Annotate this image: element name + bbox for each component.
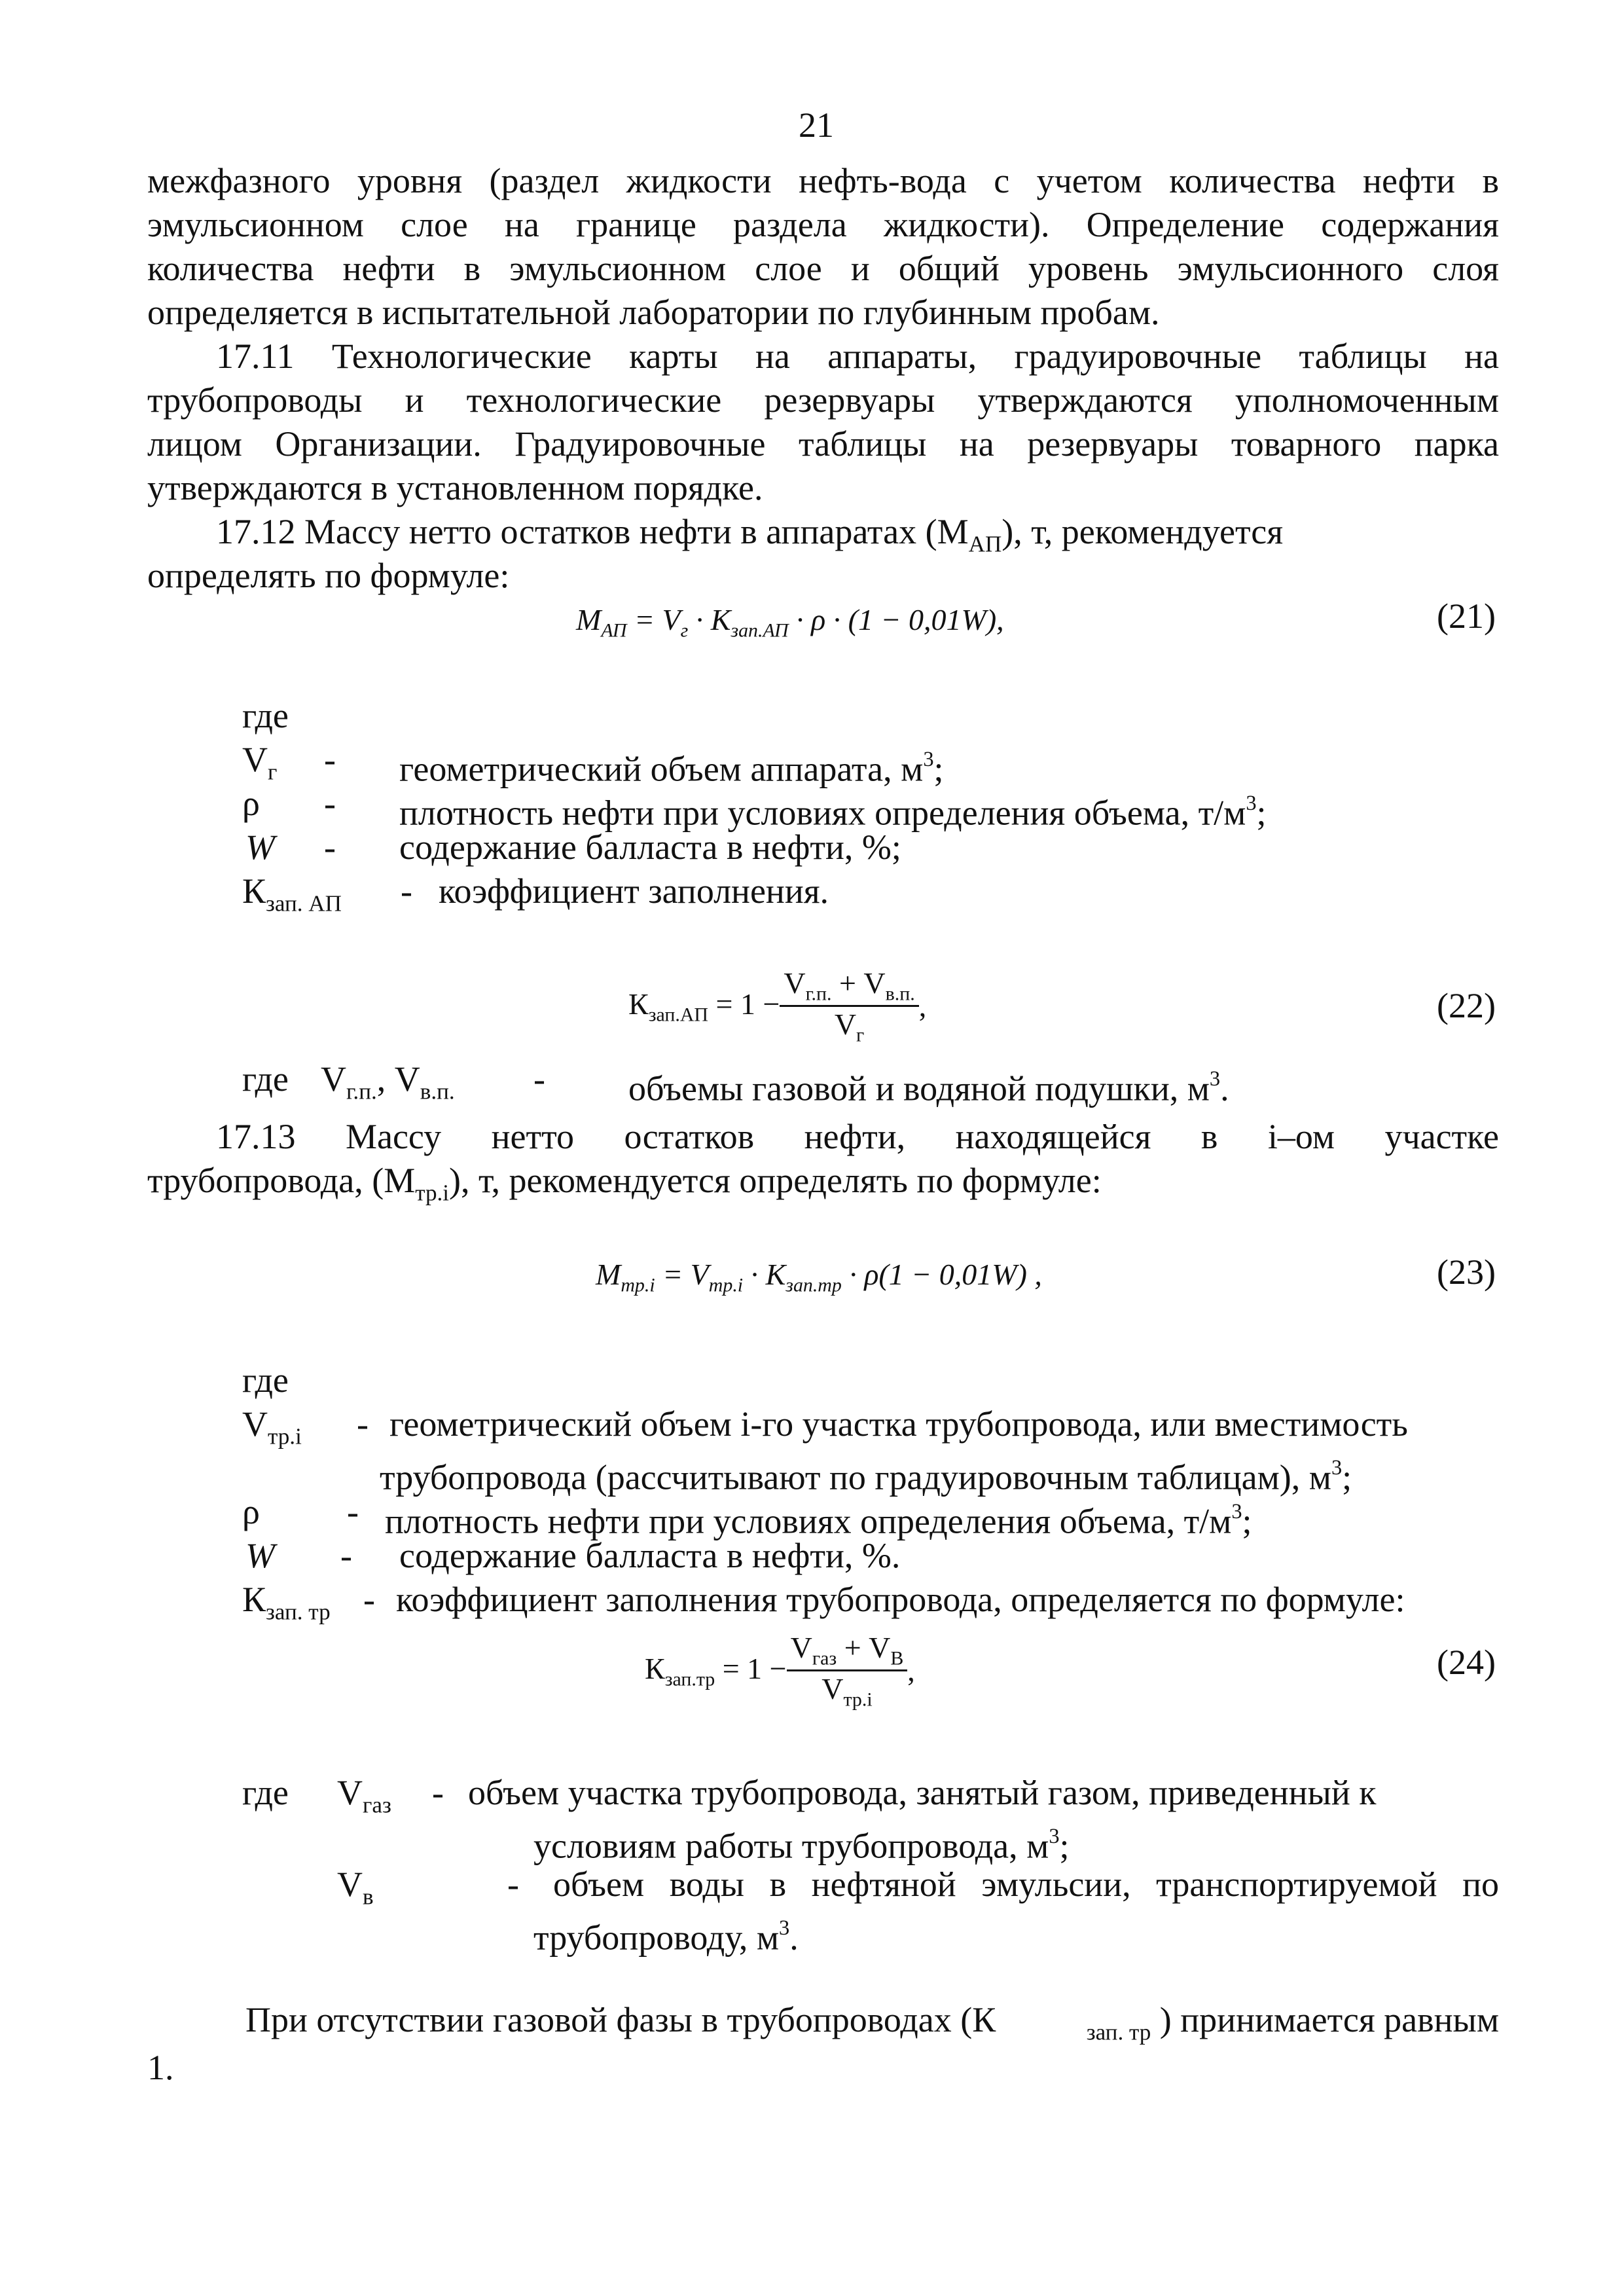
where-21-symbol-1: $V_г$ — [242, 740, 278, 785]
where-23-dash-4: - — [363, 1580, 375, 1619]
where-23-text-1: геометрический объем i-го участка трубопровода, или вместимость — [389, 1404, 1408, 1444]
formula-24-fraction: $\frac{V_{газ} + V_В}{V_{тр.i}}$ — [787, 1630, 908, 1711]
where-23-dash-3: - — [340, 1536, 352, 1575]
where-22-dash: - — [533, 1059, 545, 1099]
where-22-text: объемы газовой и водяной подушки, $м^3$. — [628, 1067, 1229, 1108]
where-24-symbol-2: $V_в$ — [337, 1865, 374, 1910]
para-17-11-line-2: трубопроводы и технологические резервуары утверждаются уполномоченным — [147, 380, 1499, 420]
where-22-label: где — [242, 1059, 289, 1099]
where-24-text-1-cont: условиям работы трубопровода, $м^3$; — [533, 1825, 1070, 1866]
where-24-symbol-1: $V_{газ}$ — [337, 1773, 391, 1818]
where-22-symbols: $V_{г.п.}$, $V_{в.п.}$ — [321, 1059, 455, 1104]
formula-24-lhs: $К_{зап.тр} = 1$ − — [645, 1651, 787, 1690]
where-21-symbol-3: W — [245, 828, 275, 867]
page-number: 21 — [799, 105, 834, 145]
where-23-symbol-2: ρ — [242, 1492, 260, 1531]
formula-22: $К_{зап.АП} = 1$ − $\frac{V_{г.п.} + V_{в.п.}}{V_г}$ , — [628, 966, 927, 1046]
para-17-11-line-1: 17.11 Технологические карты на аппараты, градуировочные таблицы на — [216, 337, 1499, 376]
para-17-11-line-4: утверждаются в установленном порядке. — [147, 468, 763, 507]
intro-line-1: межфазного уровня (раздел жидкости нефть-вода с учетом количества нефти в — [147, 161, 1499, 200]
where-23-symbol-1: $V_{тр.i}$ — [242, 1404, 302, 1449]
intro-line-2: эмульсионном слое на границе раздела жидкости). Определение содержания — [147, 205, 1499, 244]
where-24-text-2: объем воды в нефтяной эмульсии, транспортируемой по — [553, 1865, 1499, 1904]
formula-23: $M_{тр.i} = V_{тр.i} \cdot K_{зап.тр} \cdot \rho(1 - 0,01W)$ , — [596, 1258, 1042, 1296]
where-23-dash-1: - — [357, 1404, 369, 1444]
para-17-12-line-2: определять по формуле: — [147, 556, 510, 595]
where-23-text-1-cont: трубопровода (рассчитывают по градуировочным таблицам), $м^3$; — [380, 1456, 1352, 1497]
para-17-11-line-3: лицом Организации. Градуировочные таблицы на резервуары товарного парка — [147, 424, 1499, 464]
formula-23-number: (23) — [1437, 1252, 1496, 1292]
para-17-13-line-1: 17.13 Массу нетто остатков нефти, находящейся в i–ом участке — [216, 1117, 1499, 1156]
where-24-label: где — [242, 1773, 289, 1812]
where-21-text-4: коэффициент заполнения. — [439, 871, 829, 911]
where-21-symbol-4: $К_{зап. АП}$ — [242, 871, 342, 917]
where-21-text-1: геометрический объем аппарата, $м^3$; — [399, 748, 944, 789]
formula-21-number: (21) — [1437, 596, 1496, 636]
para-17-13-line-2: трубопровода, $(М_{тр.i})$, т, рекомендуется определять по формуле: — [147, 1161, 1102, 1206]
where-24-dash-1: - — [432, 1773, 444, 1812]
formula-24: $К_{зап.тр} = 1$ − $\frac{V_{газ} + V_В}{V_{тр.i}}$ , — [645, 1631, 915, 1711]
where-21-symbol-2: ρ — [242, 784, 260, 823]
para-17-12-text: 17.12 Массу нетто остатков нефти в аппаратах $(М_{АП})$, т, рекомендуется — [216, 512, 1284, 557]
where-21-text-2: плотность нефти при условиях определения объема, $т/м^3$; — [399, 792, 1267, 833]
where-23-symbol-3: W — [245, 1536, 275, 1575]
where-21-dash-4: - — [401, 871, 412, 911]
intro-line-3: количества нефти в эмульсионном слое и общий уровень эмульсионного слоя — [147, 249, 1499, 288]
where-21-text-3: содержание балласта в нефти, %; — [399, 828, 901, 867]
final-para-line-1: При отсутствии газовой фазы в трубопроводах (К $_{зап. тр}$ ) принимается равным — [245, 1998, 1499, 2054]
where-24-text-1: объем участка трубопровода, занятый газом, приведенный к — [468, 1773, 1377, 1812]
formula-24-number: (24) — [1437, 1643, 1496, 1682]
where-23-dash-2: - — [347, 1492, 359, 1531]
where-23-symbol-4: $К_{зап. тр}$ — [242, 1580, 331, 1625]
where-21-label: где — [242, 696, 289, 735]
final-para-line-2: 1. — [147, 2048, 174, 2087]
where-23-text-3: содержание балласта в нефти, %. — [399, 1536, 901, 1575]
where-23-text-4: коэффициент заполнения трубопровода, определяется по формуле: — [396, 1580, 1405, 1619]
where-21-dash-1: - — [324, 740, 336, 779]
where-24-dash-2: - — [507, 1865, 519, 1904]
formula-22-lhs: $К_{зап.АП} = 1$ − — [628, 987, 780, 1026]
where-24-text-2-cont: трубопроводу, $м^3$. — [533, 1916, 799, 1958]
final-para-sub: $_{зап. тр}$ ) принимается равным — [1086, 2000, 1499, 2045]
formula-22-fraction: $\frac{V_{г.п.} + V_{в.п.}}{V_г}$ — [780, 966, 918, 1047]
where-21-dash-2: - — [324, 784, 336, 823]
intro-line-4: определяется в испытательной лаборатории по глубинным пробам. — [147, 293, 1160, 332]
formula-22-number: (22) — [1437, 986, 1496, 1025]
where-21-dash-3: - — [324, 828, 336, 867]
where-23-text-2: плотность нефти при условиях определения объема, $т/м^3$; — [385, 1500, 1252, 1541]
formula-21: $M_{АП} = V_г \cdot K_{зап.АП} \cdot \rho \cdot (1 - 0,01W)$, — [576, 603, 1004, 642]
where-23-label: где — [242, 1360, 289, 1400]
